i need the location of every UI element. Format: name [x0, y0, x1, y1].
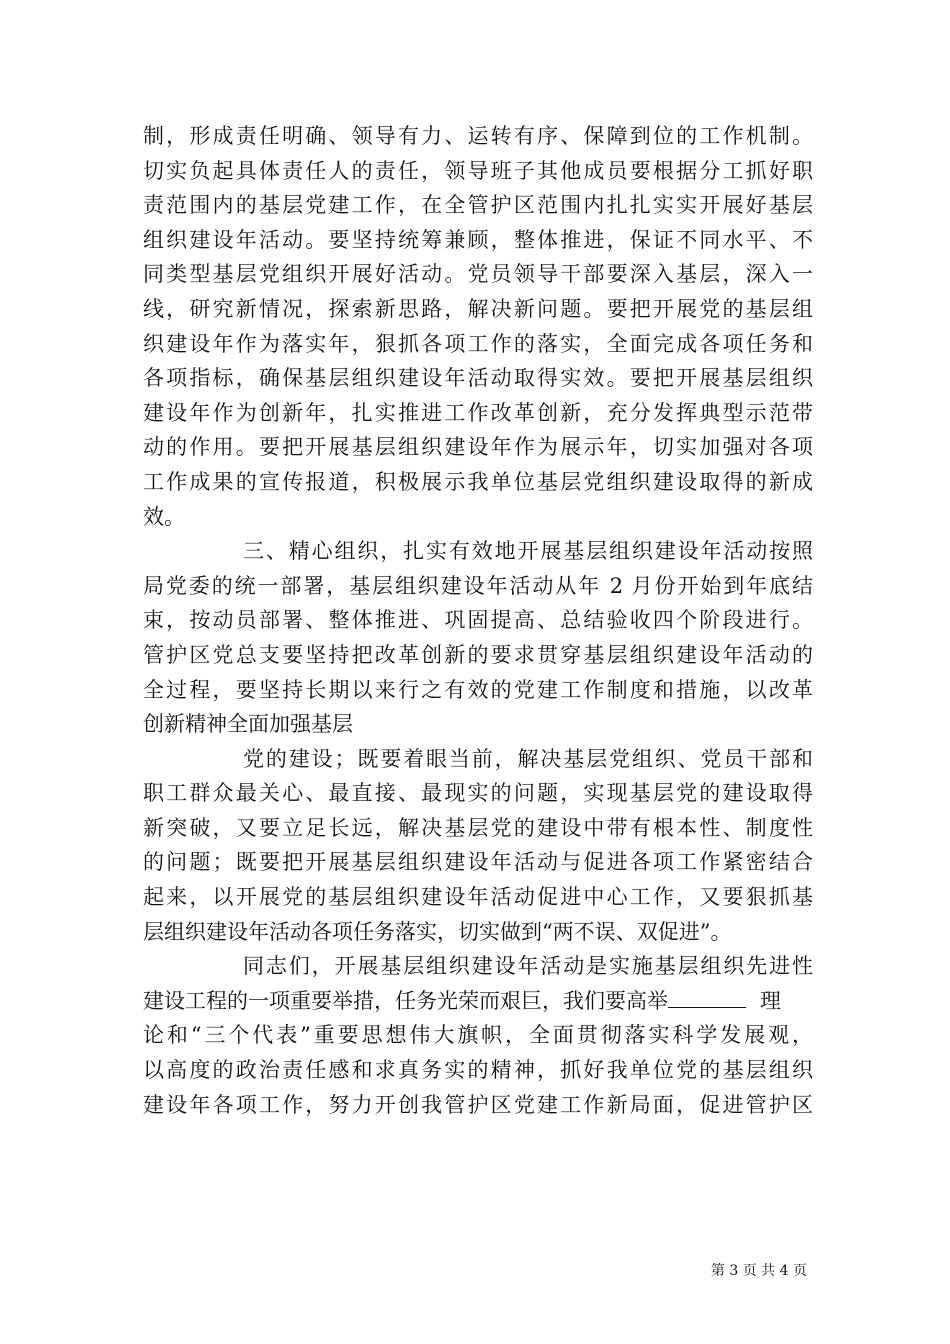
- text-line: 动的作用。要把开展基层组织建设年作为展示年，切实加强对各项: [143, 435, 813, 460]
- text-line: 职工群众最关心、最直接、最现实的问题，实现基层党的建设取得: [143, 781, 813, 806]
- text-line: 论和“三个代表”重要思想伟大旗帜，全面贯彻落实科学发展观，: [143, 1023, 813, 1048]
- text-line: 效。: [143, 504, 185, 529]
- text-line: 建设年各项工作，努力开创我管护区党建工作新局面，促进管护区: [143, 1092, 813, 1117]
- text-line: 层组织建设年活动各项任务落实，切实做到“两不误、双促进”。: [143, 919, 732, 944]
- text-line: 组织建设年活动。要坚持统筹兼顾，整体推进，保证不同水平、不: [143, 227, 813, 252]
- text-line: 创新精神全面加强基层: [143, 712, 353, 737]
- text-line: 局党委的统一部署，基层组织建设年活动从年 2 月份开始到年底结: [143, 573, 813, 598]
- text-line: 同类型基层党组织开展好活动。党员领导干部要深入基层，深入一: [143, 262, 813, 287]
- text-line: 起来，以开展党的基层组织建设年活动促进中心工作，又要狠抓基: [143, 885, 813, 910]
- text-line: 线，研究新情况，探索新思路，解决新问题。要把开展党的基层组: [143, 296, 813, 321]
- text-segment: 建设工程的一项重要举措，任务光荣而艰巨，我们要高举: [143, 988, 668, 1013]
- text-line: 同志们，开展基层组织建设年活动是实施基层组织先进性: [243, 954, 813, 979]
- text-line: 的问题；既要把开展基层组织建设年活动与促进各项工作紧密结合: [143, 850, 813, 875]
- text-line-with-blank: [143, 984, 813, 1019]
- text-line: 各项指标，确保基层组织建设年活动取得实效。要把开展基层组织: [143, 366, 813, 391]
- text-line: 党的建设；既要着眼当前，解决基层党组织、党员干部和: [243, 746, 813, 771]
- body-text: [143, 119, 813, 1122]
- text-segment: 理: [760, 988, 781, 1013]
- text-line: 新突破，又要立足长远，解决基层党的建设中带有根本性、制度性: [143, 815, 813, 840]
- text-line: 全过程，要坚持长期以来行之有效的党建工作制度和措施，以改革: [143, 677, 813, 702]
- text-line: 束，按动员部署、整体推进、巩固提高、总结验收四个阶段进行。: [143, 608, 813, 633]
- text-line: 织建设年作为落实年，狠抓各项工作的落实，全面完成各项任务和: [143, 331, 813, 356]
- text-line: 以高度的政治责任感和求真务实的精神，抓好我单位党的基层组织: [143, 1058, 813, 1083]
- page-number: 第 3 页 共 4 页: [710, 1263, 807, 1279]
- text-line: 建设年作为创新年，扎实推进工作改革创新，充分发挥典型示范带: [143, 400, 813, 425]
- fill-in-blank: [668, 987, 746, 1008]
- text-line: 工作成果的宣传报道，积极展示我单位基层党组织建设取得的新成: [143, 469, 813, 494]
- section-heading-line: 三、精心组织，扎实有效地开展基层组织建设年活动按照: [243, 539, 813, 564]
- text-line: 切实负起具体责任人的责任，领导班子其他成员要根据分工抓好职: [143, 158, 813, 183]
- text-line: 制，形成责任明确、领导有力、运转有序、保障到位的工作机制。: [143, 124, 813, 148]
- text-line: 管护区党总支要坚持把改革创新的要求贯穿基层组织建设年活动的: [143, 642, 813, 667]
- text-line: 责范围内的基层党建工作，在全管护区范围内扎扎实实开展好基层: [143, 193, 813, 218]
